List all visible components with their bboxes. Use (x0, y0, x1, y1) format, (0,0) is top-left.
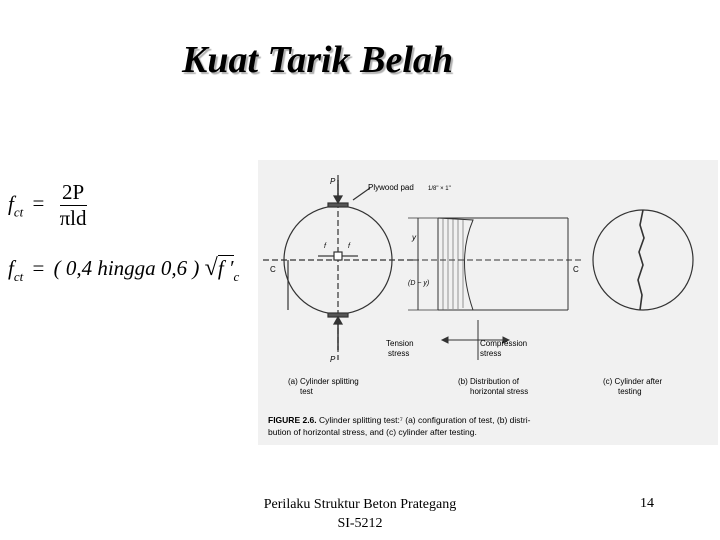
load-p-bottom: P (330, 355, 336, 364)
slide-title: Kuat Tarik Belah (182, 39, 454, 81)
formula1-lhs: f (8, 191, 14, 216)
formula2-equals: = (32, 256, 45, 280)
tension-stress-label-1: Tension (386, 339, 414, 348)
load-p-top: P (330, 177, 336, 186)
centerline-a: C (270, 265, 276, 274)
caption-b-line1: (b) Distribution of (458, 377, 519, 386)
slide-footer (250, 495, 470, 533)
formula-split-tensile (8, 180, 87, 231)
plywood-pad-label: Plywood pad (368, 183, 414, 192)
caption-b-line2: horizontal stress (470, 387, 529, 396)
caption-a-line1: (a) Cylinder splitting (288, 377, 359, 386)
formula2-expression: ( 0,4 hingga 0,6 ) (53, 256, 200, 280)
sqrt-symbol-icon: √ (204, 255, 218, 281)
caption-c-line1: (c) Cylinder after (603, 377, 663, 386)
formula1-lhs-sub: ct (13, 204, 24, 220)
formula1-numerator: 2P (60, 180, 87, 206)
page-number: 14 (640, 496, 654, 511)
caption-a-line2: test (300, 387, 313, 396)
footer-course-title: Perilaku Struktur Beton Prategang (263, 497, 457, 512)
figure-caption-line1 (268, 415, 531, 425)
footer-course-code: SI-5212 (337, 516, 383, 531)
dim-d-minus-y-label: (D − y) (408, 280, 430, 287)
figure-drawing (258, 160, 718, 445)
compression-stress-label-1: Compression (480, 339, 528, 348)
formula2-sqrt-sub: c (233, 269, 240, 284)
caption-c-line2: testing (618, 387, 642, 396)
formula2-sqrt-var: f ′ (217, 256, 234, 280)
formula2-lhs-sub: ct (13, 269, 24, 284)
ft-label: f (348, 243, 350, 250)
figure-caption-text1: Cylinder splitting test:⁷ (a) configuration of test, (b) distri- (316, 415, 531, 425)
cylinder-after-test-drawing (593, 210, 693, 310)
tension-stress-label-2: stress (388, 349, 410, 358)
plywood-pad-dims: 1/8" × 1" (428, 186, 451, 192)
compression-stress-label-2: stress (480, 349, 502, 358)
formula2-lhs: f (8, 256, 14, 280)
dim-y-label: y (412, 233, 416, 242)
formula1-fraction (60, 180, 87, 231)
cylinder-test-drawing (263, 175, 440, 360)
fc-label: f (324, 243, 326, 250)
formula1-equals: = (32, 191, 45, 216)
formula1-denominator: πld (59, 206, 87, 230)
formula-split-tensile-range (8, 255, 239, 285)
figure-caption-label: FIGURE 2.6. (268, 415, 317, 425)
stress-hatching (443, 218, 463, 310)
cylinder-splitting-figure (258, 160, 718, 445)
figure-caption-line2: bution of horizontal stress, and (c) cylinder after testing. (268, 427, 477, 437)
centerline-b: C (573, 265, 579, 274)
